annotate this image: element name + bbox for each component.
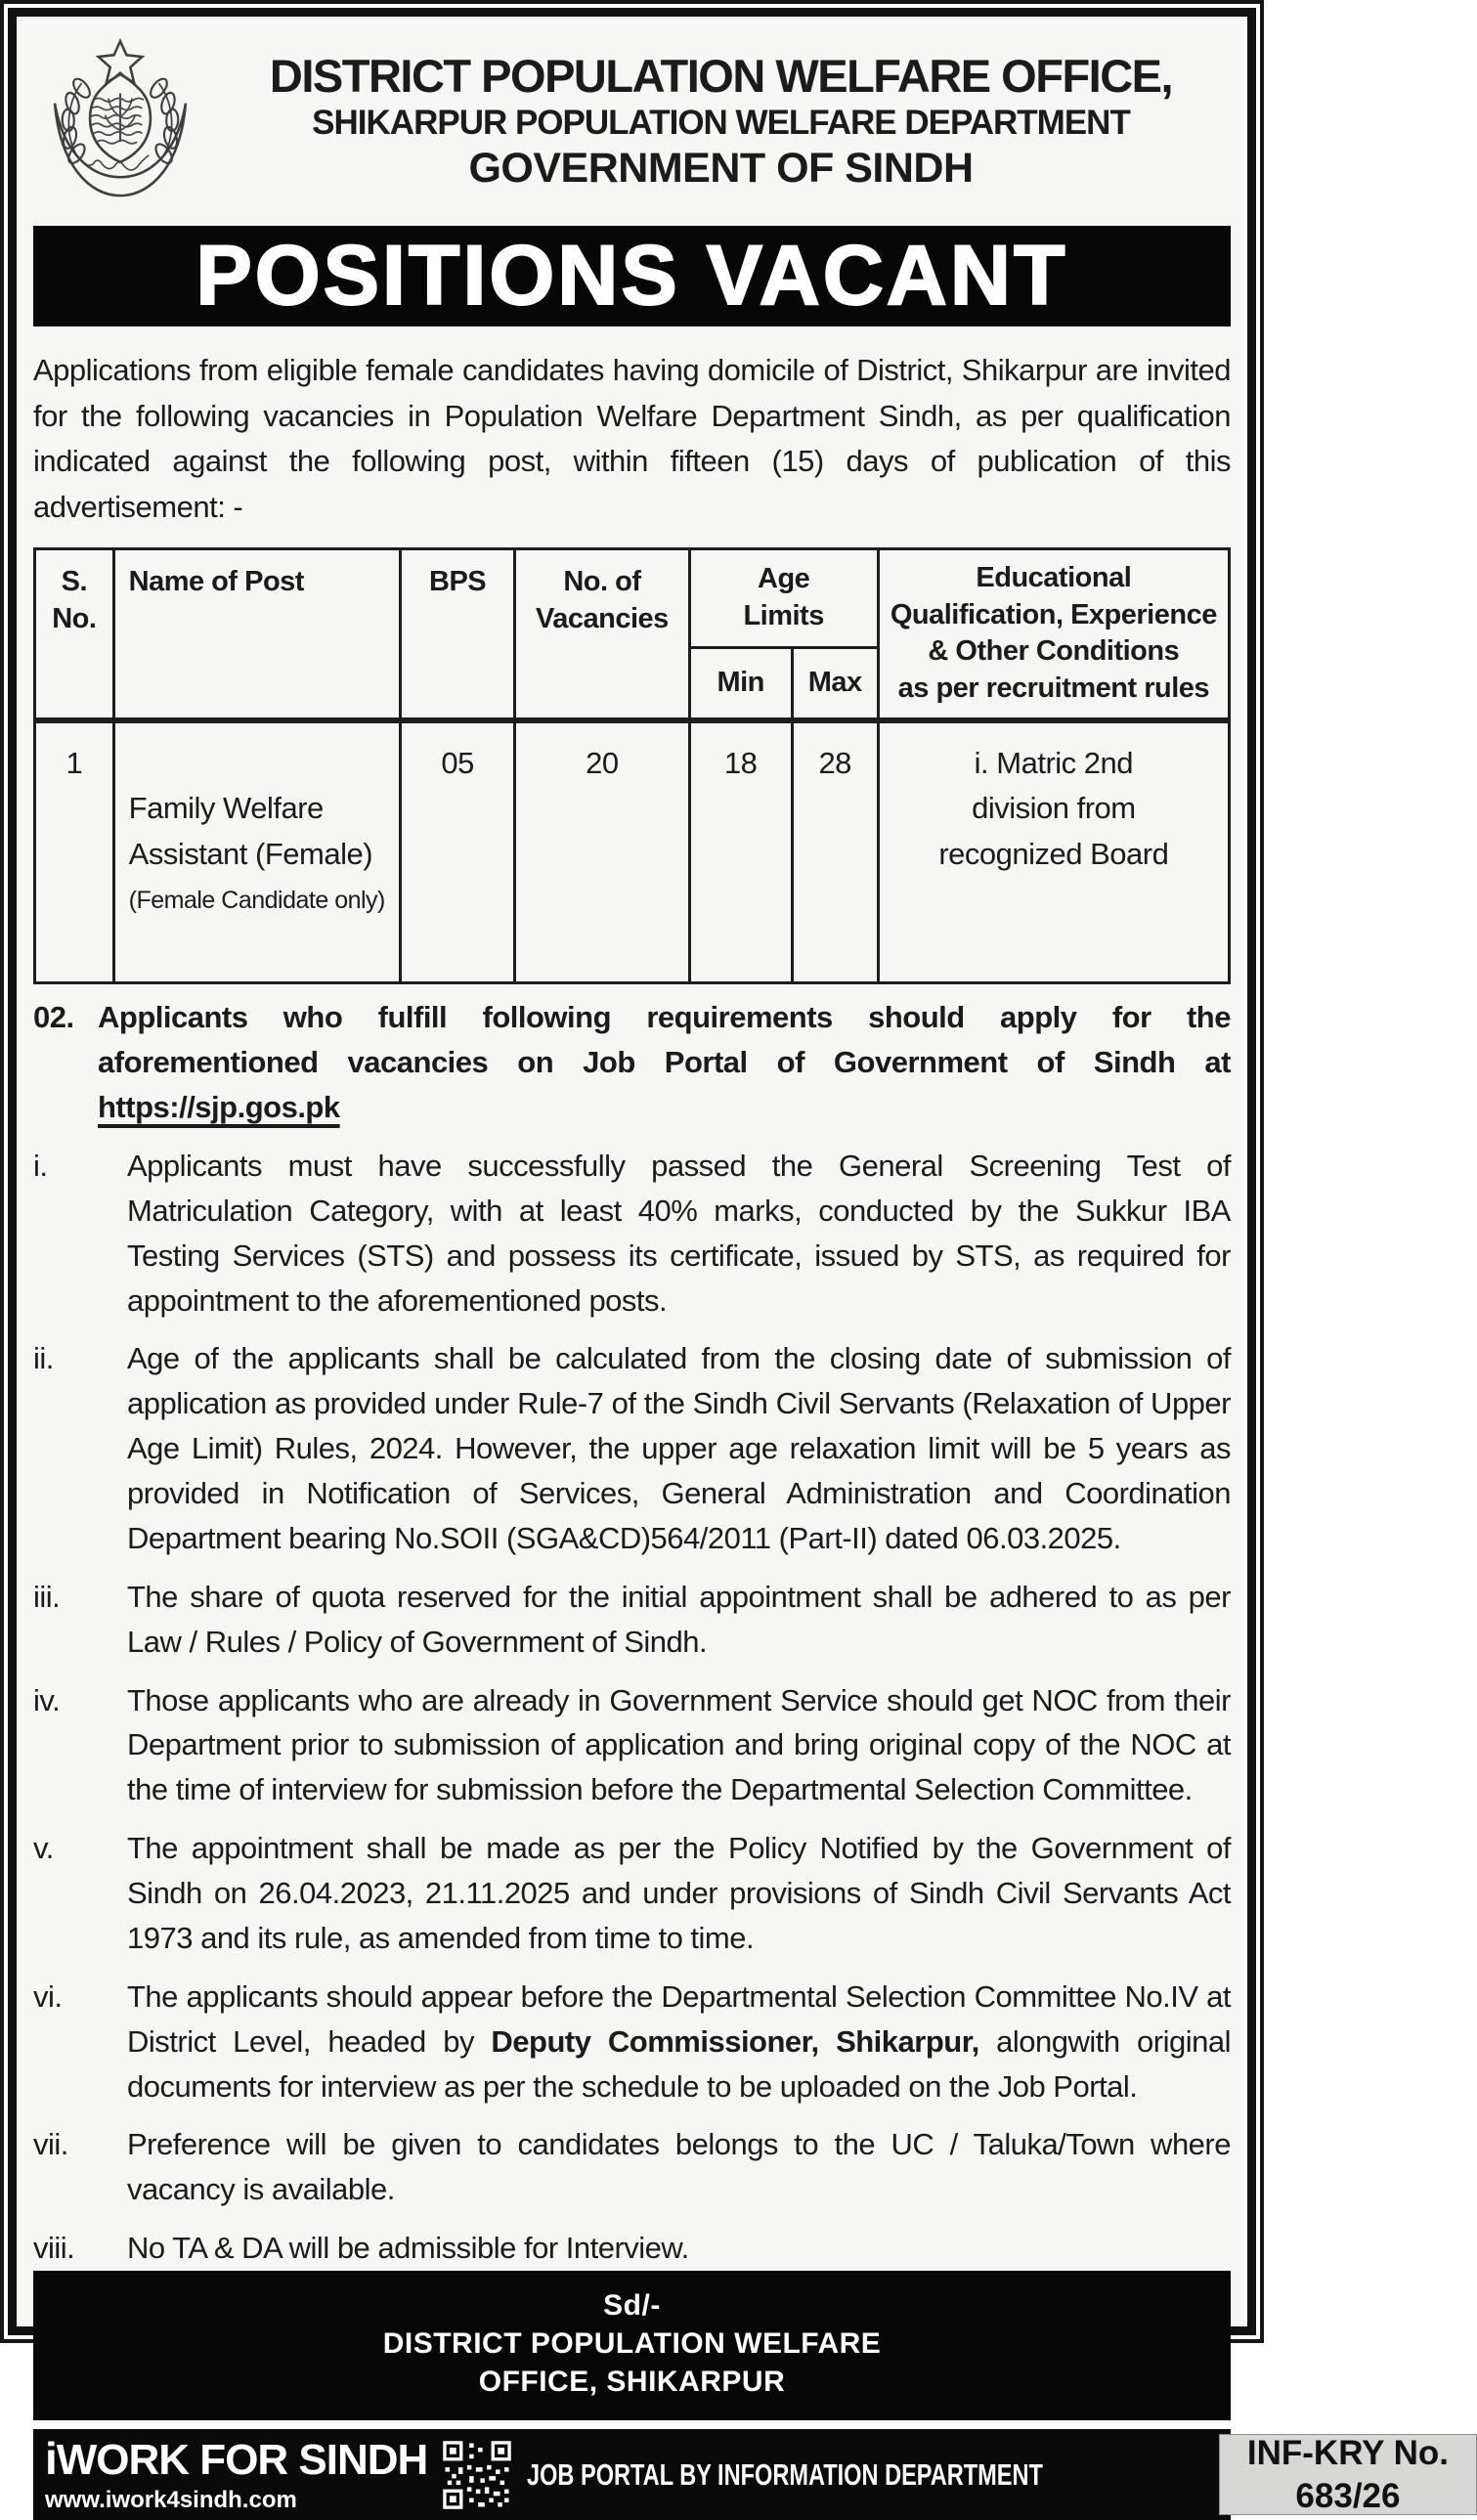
positions-vacant-banner [33, 226, 1231, 326]
advertisement-inner-frame [8, 8, 1449, 2515]
list-item-iv [33, 1678, 1231, 1813]
header [33, 17, 1231, 218]
list-item-i [33, 1144, 1231, 1324]
job-portal-caption: JOB PORTAL BY INFORMATION DEPARTMENT [527, 2456, 1044, 2492]
list-item-vii [33, 2122, 1231, 2212]
post-title: Family Welfare Assistant (Female) [128, 791, 373, 871]
inf-number-box [1219, 2434, 1477, 2515]
item-number: iii. [33, 1579, 61, 1614]
item-number: vii. [33, 2127, 68, 2162]
item-number: iv. [33, 1682, 61, 1717]
cell-bps: 05 [400, 720, 514, 983]
post-note: (Female Candidate only) [128, 887, 385, 915]
item-number: v. [33, 1831, 54, 1866]
item-number: i. [33, 1148, 48, 1183]
iwork4sindh-website: www.iwork4sindh.com [45, 2486, 297, 2513]
list-item-ii [33, 1336, 1231, 1560]
item-number: vi. [33, 1978, 63, 2014]
iworkforsindh-logo [45, 2432, 428, 2514]
item-text: Preference will be given to candidates belongs to the UC / Taluka/Town where vacancy is available. [127, 2127, 1231, 2207]
list-item-viii [33, 2226, 1231, 2271]
list-item-v [33, 1826, 1231, 1961]
item-vi-suffix: alongwith original documents for interview as per the schedule to be uploaded on the Job Portal. [127, 2023, 1231, 2104]
sjp-portal-link[interactable]: https://sjp.gos.pk [98, 1090, 340, 1124]
iworkforsindh-logo-text [45, 2432, 428, 2484]
footer-strip-left [33, 2429, 1214, 2520]
paragraph-02-text: Applicants who fulfill following requirements should apply for the aforementioned vacancies on Job Portal of Government of Sindh at [98, 1000, 1231, 1080]
vacancy-table-header [35, 549, 1230, 720]
cell-sno: 1 [35, 720, 114, 983]
logo-i: i [45, 2432, 57, 2484]
logo-rest: WORK FOR SINDH [56, 2435, 428, 2484]
item-text: Applicants must have successfully passed the General Screening Test of Matriculation Category, with at least 40% marks, conducted by the Sukkur IBA Testing Services (STS) and possess its certificate, issued by STS, as required for appointment to the aforementioned posts. [127, 1148, 1231, 1318]
banner-title: POSITIONS VACANT [195, 229, 1068, 323]
signature-sd: Sd/- [603, 2289, 661, 2322]
inf-number-line2: 683/26 [1295, 2476, 1401, 2515]
org-name-line1: DISTRICT POPULATION WELFARE OFFICE, [269, 49, 1173, 102]
qr-code-icon [441, 2439, 513, 2511]
paragraph-02-body [98, 995, 1231, 1130]
item-vi-bold: Deputy Commissioner, Shikarpur, [491, 2023, 979, 2059]
col-header-age-max: Max [792, 648, 878, 720]
item-text: The appointment shall be made as per the Policy Notified by the Government of Sindh on 26.04.2023, 21.11.2025 and under provisions of Sindh Civil Servants Act 1973 and its rule, as amended from time to time. [127, 1831, 1231, 1955]
item-text: No TA & DA will be admissible for Interview. [127, 2231, 689, 2266]
cell-education: i. Matric 2nd division from recognized Board [878, 720, 1229, 983]
cell-vacancies: 20 [515, 720, 689, 983]
paragraph-02 [33, 995, 1231, 1130]
signature-office-line2: OFFICE, SHIKARPUR [478, 2366, 786, 2398]
cell-age-min: 18 [689, 720, 792, 983]
header-titles [213, 51, 1229, 194]
col-header-post: Name of Post [113, 549, 400, 720]
org-name-line2: SHIKARPUR POPULATION WELFARE DEPARTMENT [312, 103, 1130, 142]
list-item-vi [33, 1975, 1231, 2109]
item-vi-prefix: The applicants should appear before the Departmental Selection Committee No.IV at District Level, headed by [127, 1978, 1231, 2059]
col-header-bps: BPS [400, 549, 514, 720]
table-row [35, 720, 1230, 983]
cell-post [113, 720, 400, 983]
col-header-age-min: Min [689, 648, 792, 720]
signature-office-line1: DISTRICT POPULATION WELFARE [382, 2327, 882, 2360]
item-text: Age of the applicants shall be calculated from the closing date of submission of application as provided under Rule-7 of the Sindh Civil Servants (Relaxation of Upper Age Limit) Rules, 2024. However, the upper age relaxation limit will be 5 years as provided in Notification of Services, General Administration and Coordination Department bearing No.SOII (SGA&CD)564/2011 (Part-II) dated 06.03.2025. [127, 1341, 1231, 1555]
org-name-line3: GOVERNMENT OF SINDH [468, 145, 974, 193]
vacancy-table [33, 547, 1231, 981]
footer-strip [33, 2429, 1449, 2520]
cell-age-max: 28 [792, 720, 878, 983]
item-number: viii. [33, 2231, 75, 2266]
item-text: The share of quota reserved for the initial appointment shall be adhered to as per Law / Rules / Policy of Government of Sindh. [127, 1579, 1231, 1659]
signature-box [33, 2271, 1231, 2420]
inf-number-line1: INF-KRY No. [1246, 2433, 1449, 2472]
col-header-age-limits: Age Limits [689, 549, 878, 648]
list-item-iii [33, 1575, 1231, 1665]
intro-paragraph: Applications from eligible female candidates having domicile of District, Shikarpur are invited for the following vacancies in Population Welfare Department Sindh, as per qualification indicated against the following post, within fifteen (15) days of publication of this advertisement: - [33, 353, 1231, 524]
paragraph-02-number: 02. [33, 1000, 74, 1035]
item-number: ii. [33, 1341, 54, 1376]
government-of-sindh-emblem-icon [35, 36, 205, 208]
item-text [127, 1975, 1231, 2109]
col-header-sno: S. No. [35, 549, 114, 720]
col-header-education: Educational Qualification, Experience & Other Conditions as per recruitment rules [878, 549, 1229, 720]
col-header-vacancies: No. of Vacancies [515, 549, 689, 720]
item-text: Those applicants who are already in Government Service should get NOC from their Department prior to submission of application and bring original copy of the NOC at the time of interview for submission before the Departmental Selection Committee. [127, 1682, 1231, 1807]
